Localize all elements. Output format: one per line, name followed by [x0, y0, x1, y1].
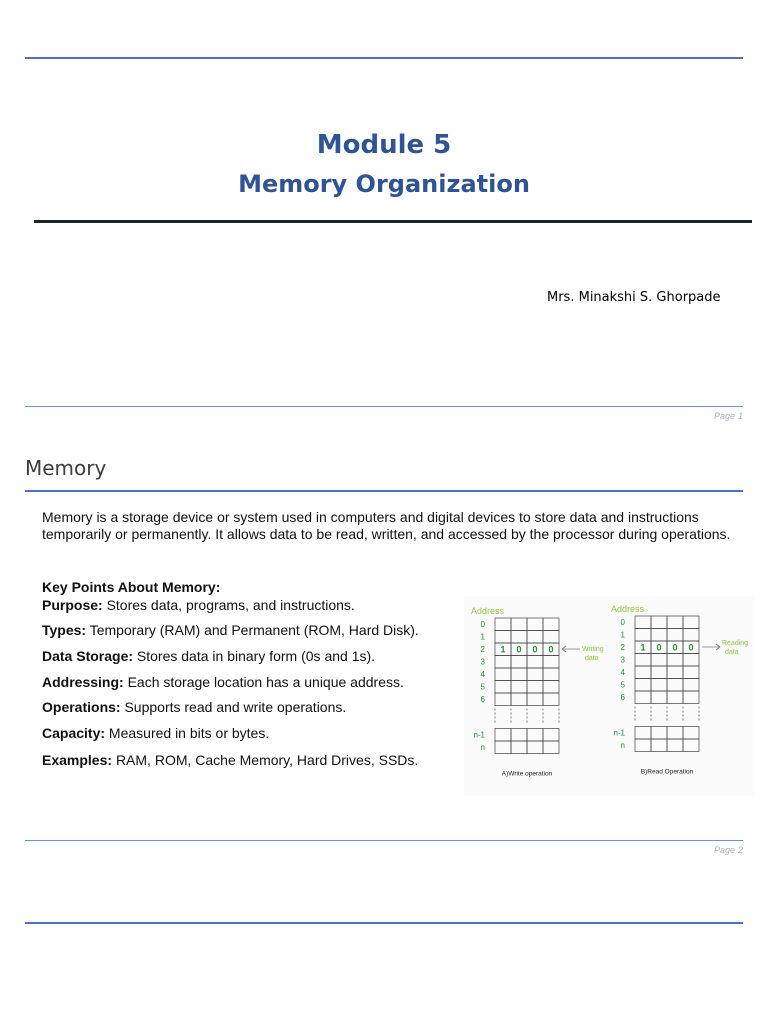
- title-rule: [34, 220, 752, 223]
- write-memory-cell: [527, 741, 543, 754]
- write-data-bit: 0: [548, 644, 554, 655]
- write-memory-cell: [495, 631, 511, 644]
- read-memory-cell: [635, 679, 651, 692]
- read-row-address: 0: [620, 618, 625, 627]
- page-number: 1: [737, 411, 743, 421]
- key-point-label: Addressing:: [42, 674, 124, 690]
- read-memory-cell: [683, 739, 699, 752]
- read-memory-cell: [635, 654, 651, 667]
- read-memory-cell: [667, 739, 683, 752]
- key-points-title: Key Points About Memory:: [42, 579, 221, 595]
- key-point: [42, 597, 355, 613]
- key-point: [42, 699, 346, 715]
- read-memory-cell: [635, 666, 651, 679]
- key-point-label: Purpose:: [42, 597, 103, 613]
- write-memory-cell: [511, 631, 527, 644]
- write-row-address: 0: [480, 620, 485, 629]
- write-data-bit: 1: [500, 644, 506, 655]
- write-memory-cell: [543, 729, 559, 742]
- write-memory-cell: [543, 618, 559, 631]
- key-point: [42, 622, 419, 638]
- write-memory-cell: [527, 618, 543, 631]
- read-memory-cell: [667, 629, 683, 642]
- write-memory-cell: [527, 681, 543, 694]
- write-memory-cell: [495, 618, 511, 631]
- write-memory-cell: [511, 618, 527, 631]
- key-point: [42, 725, 269, 741]
- write-memory-cell: [495, 729, 511, 742]
- read-row-address: 3: [620, 655, 625, 665]
- author-name: Mrs. Minakshi S. Ghorpade: [547, 290, 721, 305]
- module-title: Module 5: [316, 130, 452, 160]
- key-point-label: Data Storage:: [42, 648, 134, 664]
- write-memory-cell: [511, 729, 527, 742]
- read-row-address: n-1: [613, 728, 625, 738]
- write-memory-cell: [527, 656, 543, 669]
- read-memory-cell: [651, 739, 667, 752]
- read-row-address: n: [620, 741, 625, 750]
- key-point-text: Temporary (RAM) and Permanent (ROM, Hard Disk).: [89, 622, 419, 638]
- write-arrow-label: Writing: [582, 646, 604, 653]
- read-memory-cell: [651, 629, 667, 642]
- section-heading: Memory: [25, 456, 107, 480]
- section-rule: [25, 490, 743, 492]
- write-memory-cell: [543, 656, 559, 669]
- write-memory-cell: [543, 631, 559, 644]
- read-memory-cell: [651, 654, 667, 667]
- key-point-text: Stores data, programs, and instructions.: [106, 597, 355, 613]
- read-memory-cell: [667, 679, 683, 692]
- write-memory-cell: [511, 668, 527, 681]
- write-row-address: 4: [480, 670, 485, 679]
- read-row-address: 5: [620, 680, 625, 690]
- write-memory-cell: [495, 668, 511, 681]
- key-point: [42, 648, 375, 664]
- page-word: Page: [713, 845, 735, 855]
- intro-paragraph: Memory is a storage device or system used in computers and digital devices to store data and instructions temporarily or permanently. It allows data to be read, written, and accessed by the processor during operations.: [42, 509, 731, 542]
- write-data-bit: 0: [532, 644, 538, 655]
- page2-label: [711, 845, 743, 855]
- read-memory-cell: [635, 739, 651, 752]
- key-point-text: Each storage location has a unique address.: [127, 674, 404, 690]
- read-memory-cell: [651, 679, 667, 692]
- write-row-address: 1: [480, 632, 485, 642]
- read-memory-cell: [635, 616, 651, 629]
- read-caption: B)Read Operation: [640, 768, 694, 776]
- read-row-address: 2: [620, 643, 625, 652]
- write-memory-cell: [527, 631, 543, 644]
- write-memory-cell: [543, 681, 559, 694]
- read-memory-cell: [667, 666, 683, 679]
- write-memory-cell: [511, 681, 527, 694]
- memory-operations-diagram: [464, 596, 754, 796]
- write-row-address: 6: [480, 695, 485, 704]
- write-row-address: 2: [480, 645, 485, 654]
- write-memory-cell: [543, 668, 559, 681]
- write-memory-cell: [543, 741, 559, 754]
- read-data-bit: 1: [640, 642, 646, 653]
- read-memory-cell: [667, 654, 683, 667]
- read-arrow-label: data: [725, 649, 739, 656]
- read-memory-cell: [667, 616, 683, 629]
- key-point-text: Measured in bits or bytes.: [108, 725, 270, 741]
- page-word: Page: [713, 411, 735, 421]
- read-memory-cell: [667, 691, 683, 704]
- module-subtitle: Memory Organization: [238, 170, 530, 198]
- key-point-text: Supports read and write operations.: [124, 699, 347, 715]
- key-point: [42, 752, 418, 768]
- read-memory-cell: [651, 616, 667, 629]
- key-point-label: Operations:: [42, 699, 121, 715]
- read-memory-cell: [635, 691, 651, 704]
- memory-diagram-svg: [464, 596, 754, 796]
- read-memory-cell: [683, 691, 699, 704]
- key-point-text: Stores data in binary form (0s and 1s).: [136, 648, 376, 664]
- read-memory-cell: [635, 727, 651, 740]
- write-memory-cell: [495, 741, 511, 754]
- write-arrow-label: data: [585, 655, 599, 662]
- read-data-bit: 0: [672, 642, 678, 653]
- write-address-label: Address: [471, 606, 505, 616]
- write-row-address: 3: [480, 657, 485, 667]
- key-point-label: Types:: [42, 622, 87, 638]
- page1-footer-rule: [25, 406, 743, 407]
- write-row-address: n: [480, 743, 485, 752]
- write-memory-cell: [511, 693, 527, 706]
- read-memory-cell: [651, 691, 667, 704]
- key-point: [42, 674, 404, 690]
- read-memory-cell: [651, 666, 667, 679]
- key-point-text: RAM, ROM, Cache Memory, Hard Drives, SSDs.: [115, 752, 419, 768]
- key-point-label: Examples:: [42, 752, 113, 768]
- read-memory-cell: [683, 629, 699, 642]
- page-number: 2: [737, 845, 743, 855]
- write-memory-cell: [495, 693, 511, 706]
- write-memory-cell: [495, 681, 511, 694]
- read-address-label: Address: [611, 604, 645, 614]
- key-point-label: Capacity:: [42, 725, 106, 741]
- write-memory-cell: [527, 729, 543, 742]
- read-row-address: 4: [620, 668, 625, 677]
- read-memory-cell: [635, 629, 651, 642]
- read-row-address: 6: [620, 693, 625, 702]
- top-rule: [25, 57, 743, 59]
- read-arrow-label: Reading: [722, 640, 749, 647]
- write-memory-cell: [511, 741, 527, 754]
- read-memory-cell: [683, 654, 699, 667]
- write-row-address: 5: [480, 682, 485, 692]
- write-data-bit: 0: [516, 644, 522, 655]
- page2-footer-rule: [25, 840, 743, 841]
- write-memory-cell: [527, 693, 543, 706]
- read-memory-cell: [683, 616, 699, 629]
- read-memory-cell: [683, 666, 699, 679]
- read-data-bit: 0: [688, 642, 694, 653]
- read-row-address: 1: [620, 630, 625, 640]
- read-memory-cell: [651, 727, 667, 740]
- read-data-bit: 0: [656, 642, 662, 653]
- write-row-address: n-1: [473, 730, 485, 740]
- read-memory-cell: [683, 679, 699, 692]
- write-memory-cell: [495, 656, 511, 669]
- page3-top-rule: [25, 922, 743, 924]
- write-memory-cell: [527, 668, 543, 681]
- write-memory-cell: [543, 693, 559, 706]
- page1-label: [711, 411, 743, 421]
- read-memory-cell: [667, 727, 683, 740]
- read-memory-cell: [683, 727, 699, 740]
- write-memory-cell: [511, 656, 527, 669]
- write-caption: A)Write operation: [501, 770, 553, 778]
